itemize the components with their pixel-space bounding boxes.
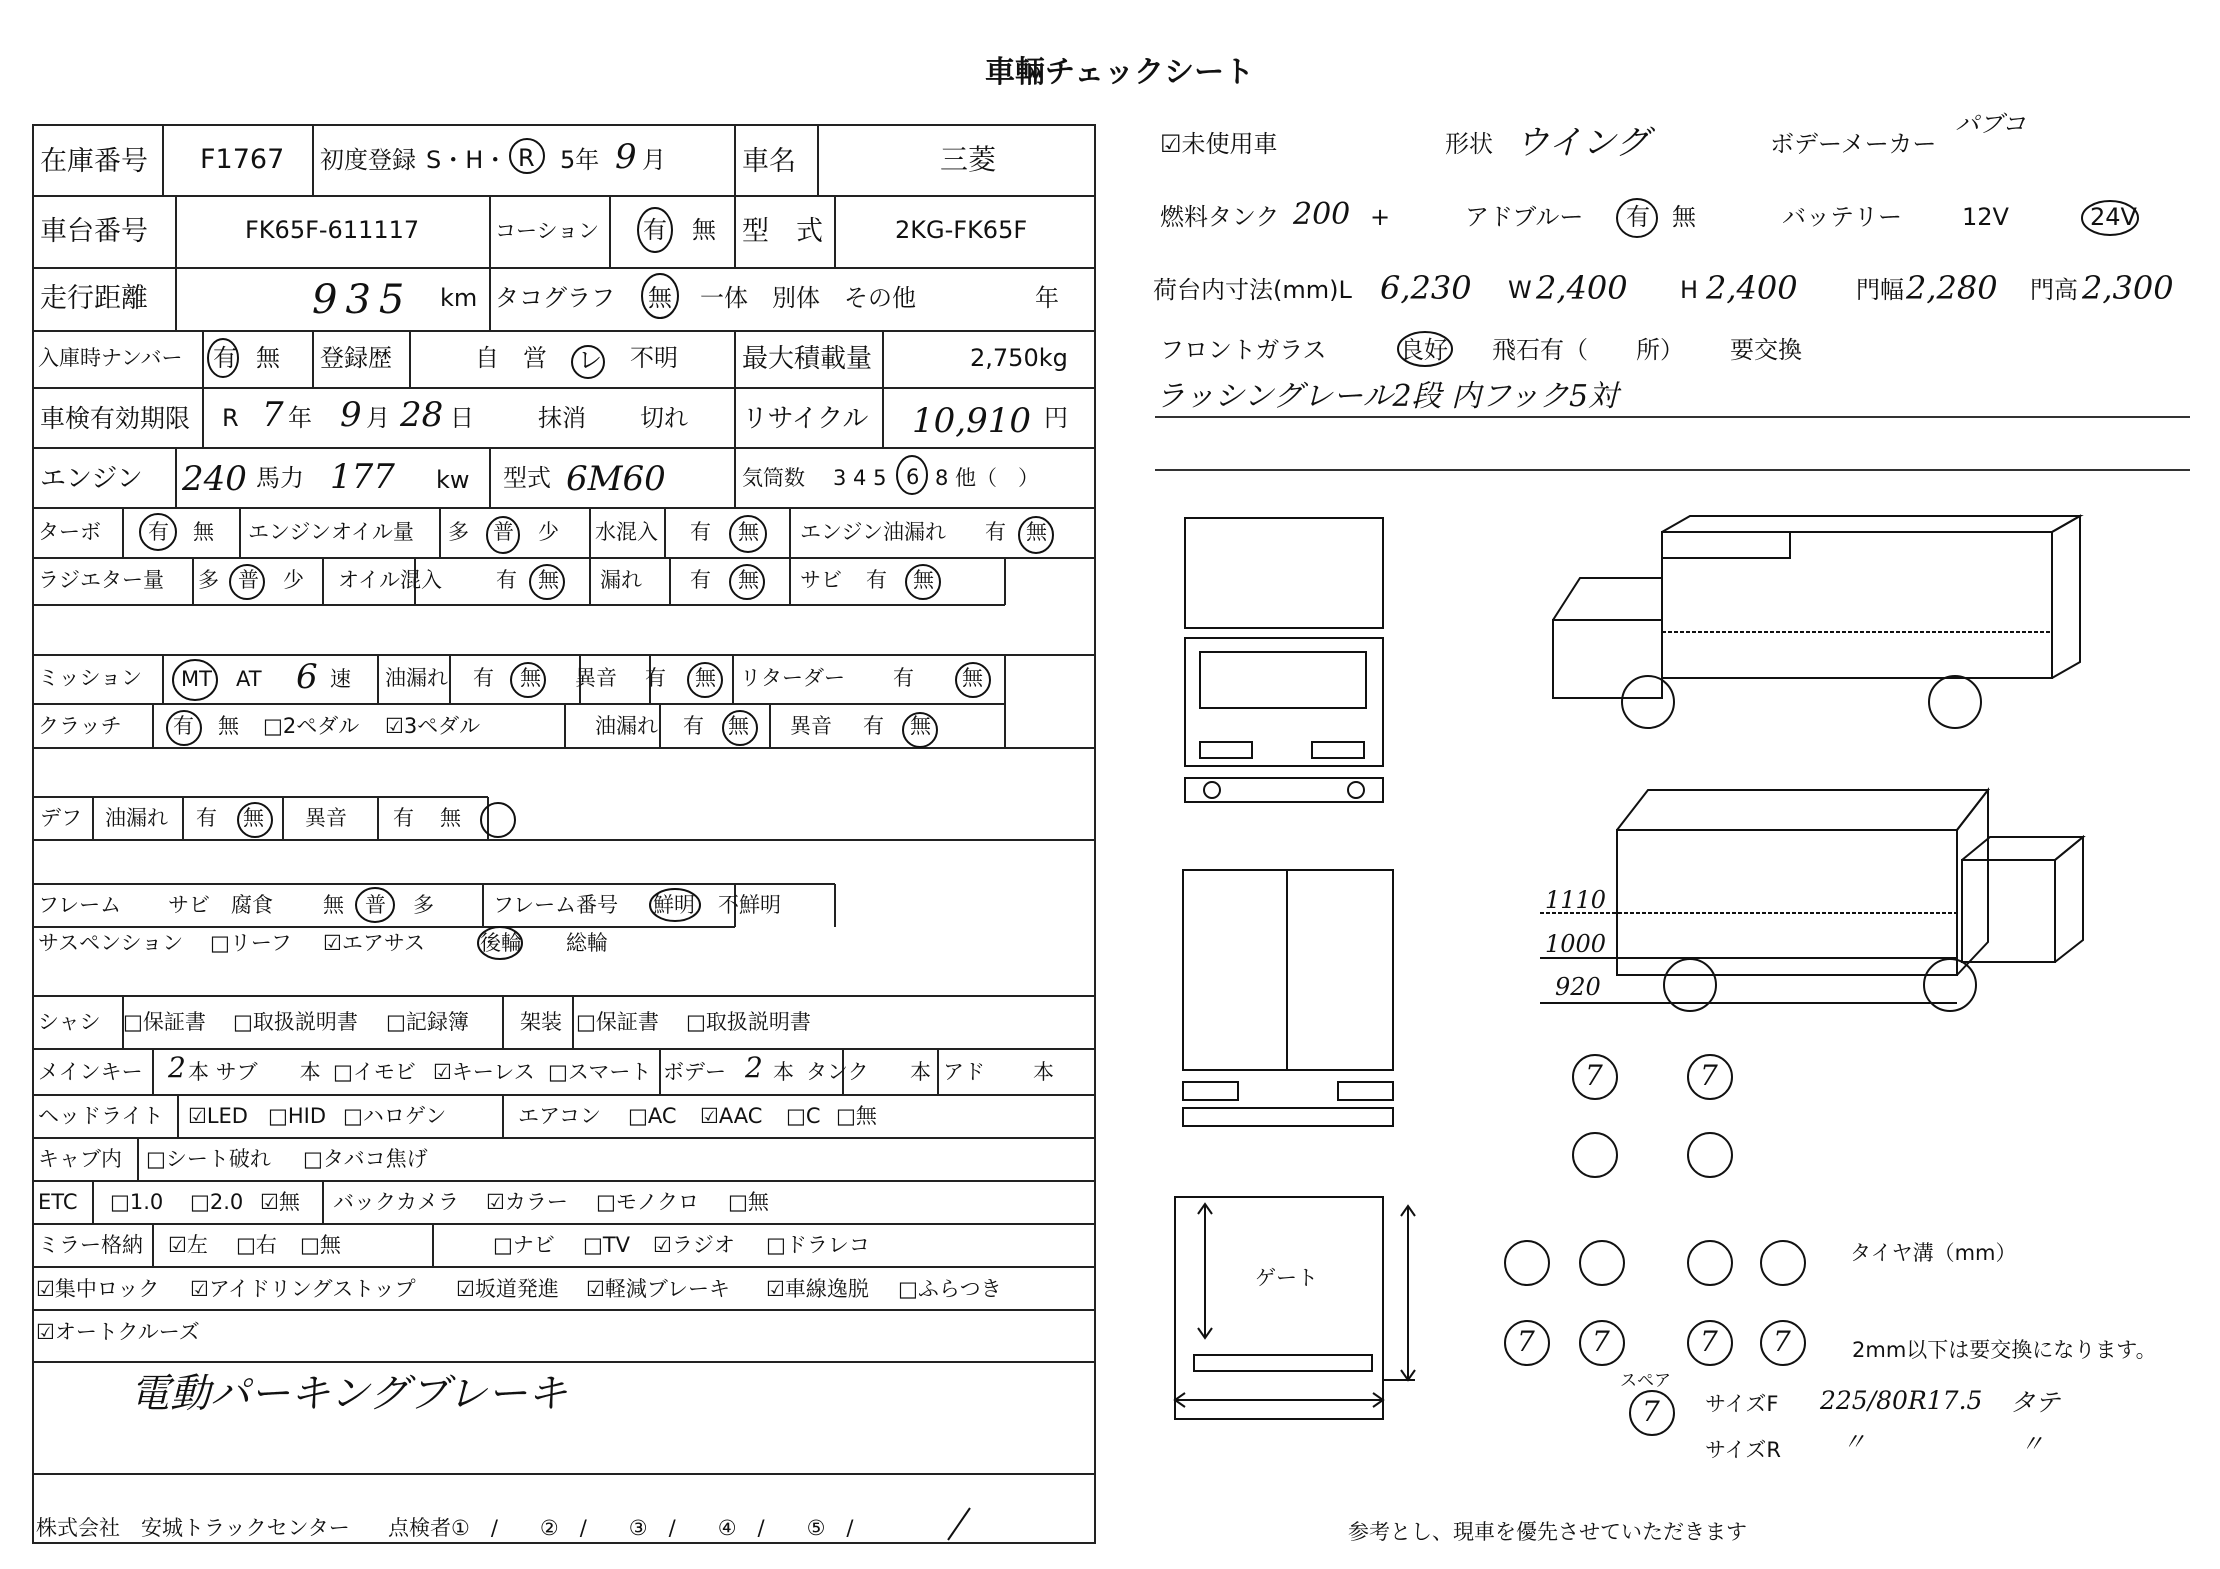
- ac-none: □無: [836, 1104, 877, 1128]
- month-unit: 月: [642, 146, 666, 174]
- engine-oil-leak-label: エンジン油漏れ: [800, 520, 946, 544]
- horsepower: 177: [330, 457, 395, 497]
- cylinder-options-b: 8 他（ ）: [935, 466, 1040, 490]
- ac-auto: ☑AAC: [700, 1104, 763, 1128]
- body-manual: □取扱説明書: [686, 1010, 811, 1034]
- body-key-unit: 本: [773, 1060, 794, 1084]
- radio: ☑ラジオ: [653, 1233, 735, 1257]
- frame-number-label: フレーム番号: [493, 893, 619, 917]
- cylinder-options-a: 3 4 5: [833, 466, 887, 490]
- diff-noise-label: 異音: [305, 806, 347, 830]
- plate-yes: 有: [213, 344, 237, 372]
- side-view-body-1: [1662, 532, 2052, 678]
- battery-12v: 12V: [1962, 203, 2009, 231]
- etc-label: ETC: [38, 1190, 78, 1214]
- gate-width-label: 門幅: [1856, 276, 1904, 304]
- cylinders-selected: 6: [906, 465, 920, 489]
- glass-chips: 飛石有（ 所）: [1492, 336, 1684, 364]
- speed-unit: 速: [330, 667, 351, 691]
- reference-note: 参考とし、現車を優先させていただきます: [1348, 1520, 1747, 1544]
- glass-replace: 要交換: [1730, 336, 1802, 364]
- front-view-cab: [1185, 638, 1383, 766]
- headlight-halogen: □ハロゲン: [343, 1104, 447, 1128]
- gate-label: ゲート: [1255, 1266, 1318, 1290]
- oil-mix-label: オイル混入: [338, 568, 442, 592]
- registration-marked: レ: [578, 346, 602, 374]
- width-letter: W: [1508, 276, 1532, 304]
- tire-front-right-value: 7: [1700, 1059, 1718, 1092]
- fuel-tank-label: 燃料タンク: [1160, 203, 1280, 231]
- mileage-label: 走行距離: [40, 283, 148, 314]
- clutch-yes: 有: [173, 714, 194, 738]
- clutch-leak-no: 無: [728, 714, 749, 738]
- body-maker: パブコ: [1955, 110, 2026, 138]
- tm-noise-label: 異音: [575, 666, 617, 690]
- adblue-label: アドブルー: [1465, 203, 1584, 231]
- rust-no: 無: [913, 568, 934, 592]
- sub-key-text: 本 サブ 本: [188, 1060, 321, 1084]
- manual-transmission: MT: [181, 667, 212, 691]
- diff-noise-yes: 有: [393, 806, 414, 830]
- tire-front-left-value: 7: [1585, 1059, 1603, 1092]
- collision-brake: ☑軽減ブレーキ: [586, 1277, 730, 1301]
- tm-leak-no: 無: [520, 666, 541, 690]
- front-glass-label: フロントガラス: [1160, 336, 1327, 364]
- rear-wheels: 後輪: [480, 931, 522, 955]
- keyless: ☑キーレス: [433, 1060, 535, 1084]
- recycle-fee: 10,910: [912, 401, 1031, 441]
- main-key-count: 2: [168, 1051, 186, 1084]
- page-title: 車輛チェックシート: [985, 55, 1255, 90]
- oil-mix-no: 無: [538, 568, 559, 592]
- adblue-key-unit: 本: [1033, 1060, 1054, 1084]
- etc-2: □2.0: [190, 1190, 244, 1214]
- leaf-suspension: □リーフ: [210, 931, 292, 955]
- tm-noise-yes: 有: [645, 666, 666, 690]
- lane-departure: ☑車線逸脱: [766, 1277, 869, 1301]
- registration-options: 自 営: [475, 344, 547, 372]
- front-view-roof: [1185, 518, 1383, 628]
- cigarette-burn: □タバコ焦げ: [303, 1147, 428, 1171]
- glass-good: 良好: [1400, 336, 1448, 364]
- frame-rust-normal: 普: [365, 893, 386, 917]
- hill-start: ☑坂道発進: [456, 1277, 559, 1301]
- chassis-record-book: □記録簿: [386, 1010, 469, 1034]
- headlight-led: ☑LED: [188, 1104, 248, 1128]
- registration-unknown: 不明: [630, 344, 678, 372]
- immobilizer: □イモビ: [333, 1060, 416, 1084]
- rust-label: サビ: [800, 568, 842, 592]
- tire-rear-3-value: 7: [1700, 1325, 1718, 1358]
- tread-depth-label: タイヤ溝（mm）: [1850, 1241, 2017, 1265]
- tire-rear-1-value: 7: [1517, 1325, 1535, 1358]
- gate-height: 2,300: [2082, 269, 2174, 307]
- gate-height-label: 門高: [2030, 276, 2078, 304]
- size-front: 225/80R17.5: [1820, 1386, 1983, 1415]
- tm-noise-no: 無: [695, 666, 716, 690]
- engine-oil-label: エンジンオイル量: [248, 520, 414, 544]
- ac-cooler: □C: [786, 1104, 821, 1128]
- registration-history-label: 登録歴: [320, 344, 392, 372]
- etc-1: □1.0: [110, 1190, 164, 1214]
- frame-number-unclear: 不鮮明: [718, 893, 781, 917]
- engine-label: エンジン: [40, 464, 143, 494]
- drowsiness-alert: □ふらつき: [898, 1277, 1002, 1301]
- camera-color: ☑カラー: [486, 1190, 568, 1214]
- year-unit: 年: [288, 404, 312, 432]
- engine-leak-no: 無: [1026, 520, 1047, 544]
- side-view-body-2: [1617, 830, 1957, 975]
- handwritten-note: 電動パーキングブレーキ: [130, 1371, 568, 1417]
- body-warranty: □保証書: [576, 1010, 659, 1034]
- tm-leak-yes: 有: [473, 666, 494, 690]
- clutch-noise-yes: 有: [863, 714, 884, 738]
- mirror-right: □右: [236, 1233, 277, 1257]
- diff-leak-no: 無: [243, 806, 264, 830]
- displacement: 240: [182, 459, 247, 499]
- fuel-plus: +: [1370, 203, 1391, 231]
- spare-value: 7: [1642, 1395, 1660, 1428]
- navigation: □ナビ: [493, 1233, 555, 1257]
- cargo-dimension-label: 荷台内寸法(mm)L: [1153, 276, 1352, 304]
- first-registration-label: 初度登録: [320, 146, 416, 174]
- size-rear-label: サイズR: [1705, 1438, 1781, 1462]
- headlight-label: ヘッドライト: [38, 1104, 164, 1128]
- clutch-leak-yes: 有: [683, 714, 704, 738]
- adblue-key-label: アド: [943, 1060, 985, 1084]
- horsepower-label: 馬力: [256, 464, 304, 492]
- height-letter: H: [1680, 276, 1699, 304]
- leak-label: 漏れ: [600, 568, 642, 592]
- battery-24v: 24V: [2090, 203, 2137, 231]
- clutch-label: クラッチ: [38, 714, 122, 738]
- tire-rear-2-value: 7: [1592, 1325, 1610, 1358]
- max-payload-label: 最大積載量: [742, 344, 873, 374]
- cargo-width: 2,400: [1536, 269, 1628, 307]
- shape-label: 形状: [1445, 130, 1493, 158]
- mirror-left: ☑左: [168, 1233, 208, 1257]
- turbo-yes: 有: [148, 520, 169, 544]
- frame-rust-none: 無: [323, 893, 344, 917]
- coating-label: コーション: [495, 219, 600, 243]
- central-lock: ☑集中ロック: [36, 1277, 160, 1301]
- cargo-length: 6,230: [1380, 269, 1472, 307]
- oil-normal: 普: [493, 520, 514, 544]
- adblue-yes: 有: [1626, 203, 1650, 231]
- water-yes: 有: [690, 520, 711, 544]
- inspection-year: 7: [262, 395, 284, 435]
- tachograph-options: 一体 別体 その他: [700, 284, 916, 312]
- clutch-noise-label: 異音: [790, 714, 832, 738]
- tread-depth-note: 2mm以下は要交換になります。: [1852, 1338, 2157, 1362]
- etc-none: ☑無: [260, 1190, 300, 1214]
- transmission-oil-leak-label: 油漏れ: [385, 666, 448, 690]
- company-name: 株式会社 安城トラックセンター: [36, 1516, 350, 1540]
- radiator-few: 少: [283, 568, 304, 592]
- month-unit-2: 月: [366, 404, 390, 432]
- auto-transmission: AT: [236, 667, 262, 691]
- cancelled: 抹消: [538, 404, 586, 432]
- body-key-label: ボデー: [663, 1060, 726, 1084]
- size-front-type: タテ: [2010, 1388, 2061, 1417]
- water-mix-label: 水混入: [595, 520, 658, 544]
- tank-key-unit: 本: [910, 1060, 931, 1084]
- size-rear: 〃: [1842, 1428, 1866, 1456]
- engine-leak-yes: 有: [985, 520, 1006, 544]
- size-front-label: サイズF: [1705, 1392, 1779, 1416]
- clutch-no: 無: [218, 714, 239, 738]
- first-registration-year: 5年: [560, 146, 600, 174]
- vehicle-name: 三菱: [940, 143, 997, 176]
- turbo-label: ターボ: [38, 520, 101, 544]
- first-registration-month: 9: [615, 137, 637, 177]
- chassis-manual: □取扱説明書: [233, 1010, 358, 1034]
- retarder-no: 無: [962, 666, 983, 690]
- plate-label: 入庫時ナンバー: [38, 346, 183, 370]
- frame-rust-label: サビ 腐食: [168, 893, 273, 917]
- seat-tear: □シート破れ: [146, 1147, 271, 1171]
- inspection-month: 9: [340, 395, 362, 435]
- two-pedal: □2ペダル: [263, 714, 360, 738]
- gate-top-view: [1175, 1197, 1383, 1419]
- height-marker-1: 1110: [1545, 886, 1607, 914]
- chassis-warranty: □保証書: [123, 1010, 206, 1034]
- oil-mix-yes: 有: [496, 568, 517, 592]
- chassis-number: FK65F-611117: [245, 216, 420, 244]
- inspection-day: 28: [400, 395, 444, 435]
- stock-number-label: 在庫番号: [40, 146, 148, 177]
- suspension-label: サスペンション: [38, 931, 184, 955]
- idling-stop: ☑アイドリングストップ: [190, 1277, 416, 1301]
- gear-count: 6: [296, 657, 318, 697]
- radiator-normal: 普: [238, 568, 259, 592]
- frame-number-clear: 鮮明: [653, 893, 695, 917]
- inspection-expiry-label: 車検有効期限: [40, 404, 191, 433]
- retarder-yes: 有: [893, 666, 914, 690]
- plate-no: 無: [256, 344, 280, 372]
- tv: □TV: [583, 1233, 631, 1257]
- smart-key: □スマート: [548, 1060, 652, 1084]
- cargo-height: 2,400: [1706, 269, 1798, 307]
- body-docs-label: 架装: [520, 1010, 562, 1034]
- vehicle-name-label: 車名: [742, 146, 796, 177]
- oil-few: 少: [538, 520, 559, 544]
- tachograph-year: 年: [1035, 284, 1059, 312]
- mirror-fold-label: ミラー格納: [38, 1233, 143, 1257]
- stock-number: F1767: [200, 144, 285, 175]
- camera-none: □無: [728, 1190, 769, 1214]
- leak-no: 無: [738, 568, 759, 592]
- turbo-no: 無: [193, 520, 214, 544]
- mileage-value: 935: [312, 277, 413, 323]
- water-no: 無: [738, 520, 759, 544]
- frame-label: フレーム: [38, 893, 122, 917]
- ac-manual: □AC: [628, 1104, 677, 1128]
- retarder-label: リターダー: [740, 666, 845, 690]
- inspector-list: 点検者① / ② / ③ / ④ / ⑤ /: [388, 1516, 854, 1540]
- recycle-label: リサイクル: [742, 404, 869, 434]
- battery-label: バッテリー: [1782, 203, 1902, 231]
- air-conditioner-label: エアコン: [518, 1104, 601, 1128]
- coating-no: 無: [692, 216, 716, 244]
- diff-oil-leak-label: 油漏れ: [105, 806, 168, 830]
- clutch-oil-leak-label: 油漏れ: [595, 714, 658, 738]
- back-camera-label: バックカメラ: [333, 1190, 459, 1214]
- air-suspension: ☑エアサス: [323, 931, 425, 955]
- cab-interior-label: キャブ内: [38, 1147, 122, 1171]
- tank-key-label: タンク: [806, 1060, 869, 1084]
- body-maker-label: ボデーメーカー: [1770, 130, 1937, 158]
- coating-yes: 有: [643, 216, 667, 244]
- kw-unit: kw: [436, 466, 470, 494]
- cylinders-label: 気筒数: [742, 466, 805, 490]
- inspection-era: R: [222, 404, 239, 432]
- main-key-label: メインキー: [38, 1060, 143, 1084]
- oil-many: 多: [448, 520, 469, 544]
- auto-cruise: ☑オートクルーズ: [36, 1320, 200, 1344]
- tire-rear-4-value: 7: [1773, 1325, 1791, 1358]
- yen-unit: 円: [1044, 404, 1068, 432]
- all-wheels: 総輪: [566, 931, 608, 955]
- leak-yes: 有: [690, 568, 711, 592]
- spare-label: スペア: [1620, 1371, 1671, 1391]
- three-pedal: ☑3ペダル: [385, 714, 481, 738]
- chassis-docs-label: シャシ: [38, 1010, 101, 1034]
- gate-width: 2,280: [1906, 269, 1998, 307]
- headlight-hid: □HID: [268, 1104, 326, 1128]
- diff-leak-yes: 有: [196, 806, 217, 830]
- height-marker-2: 1000: [1545, 930, 1607, 958]
- size-rear-type: 〃: [2020, 1430, 2044, 1458]
- height-marker-3: 920: [1555, 973, 1601, 1001]
- model: 2KG-FK65F: [895, 216, 1028, 244]
- era-reiwa: R: [518, 144, 535, 172]
- radiator-label: ラジエター量: [38, 568, 164, 592]
- frame-rust-many: 多: [413, 893, 434, 917]
- body-key-count: 2: [745, 1051, 763, 1084]
- mirror-none: □無: [300, 1233, 341, 1257]
- tachograph-none: 無: [648, 284, 672, 312]
- diff-label: デフ: [40, 806, 82, 830]
- model-label: 型 式: [742, 216, 823, 247]
- diff-noise-no: 無: [440, 806, 461, 830]
- radiator-many: 多: [198, 568, 219, 592]
- unused-vehicle: ☑未使用車: [1160, 130, 1278, 158]
- km-unit: km: [440, 284, 478, 312]
- transmission-label: ミッション: [38, 666, 143, 690]
- fuel-tank-capacity: 200: [1293, 197, 1351, 232]
- clutch-noise-no: 無: [910, 714, 931, 738]
- engine-type-label: 型式: [503, 464, 551, 492]
- camera-mono: □モノクロ: [596, 1190, 700, 1214]
- body-shape: ウイング: [1515, 123, 1650, 163]
- era-options: S・H・: [426, 146, 508, 174]
- rust-yes: 有: [866, 568, 887, 592]
- max-payload: 2,750kg: [970, 344, 1068, 372]
- engine-type: 6M60: [566, 459, 666, 499]
- cargo-note: ラッシングレール2段 内フック5対: [1155, 379, 1619, 414]
- dashcam: □ドラレコ: [766, 1233, 870, 1257]
- adblue-no: 無: [1672, 203, 1696, 231]
- chassis-number-label: 車台番号: [40, 216, 148, 247]
- day-unit: 日: [450, 404, 474, 432]
- expired: 切れ: [640, 404, 688, 432]
- tachograph-label: タコグラフ: [495, 284, 615, 312]
